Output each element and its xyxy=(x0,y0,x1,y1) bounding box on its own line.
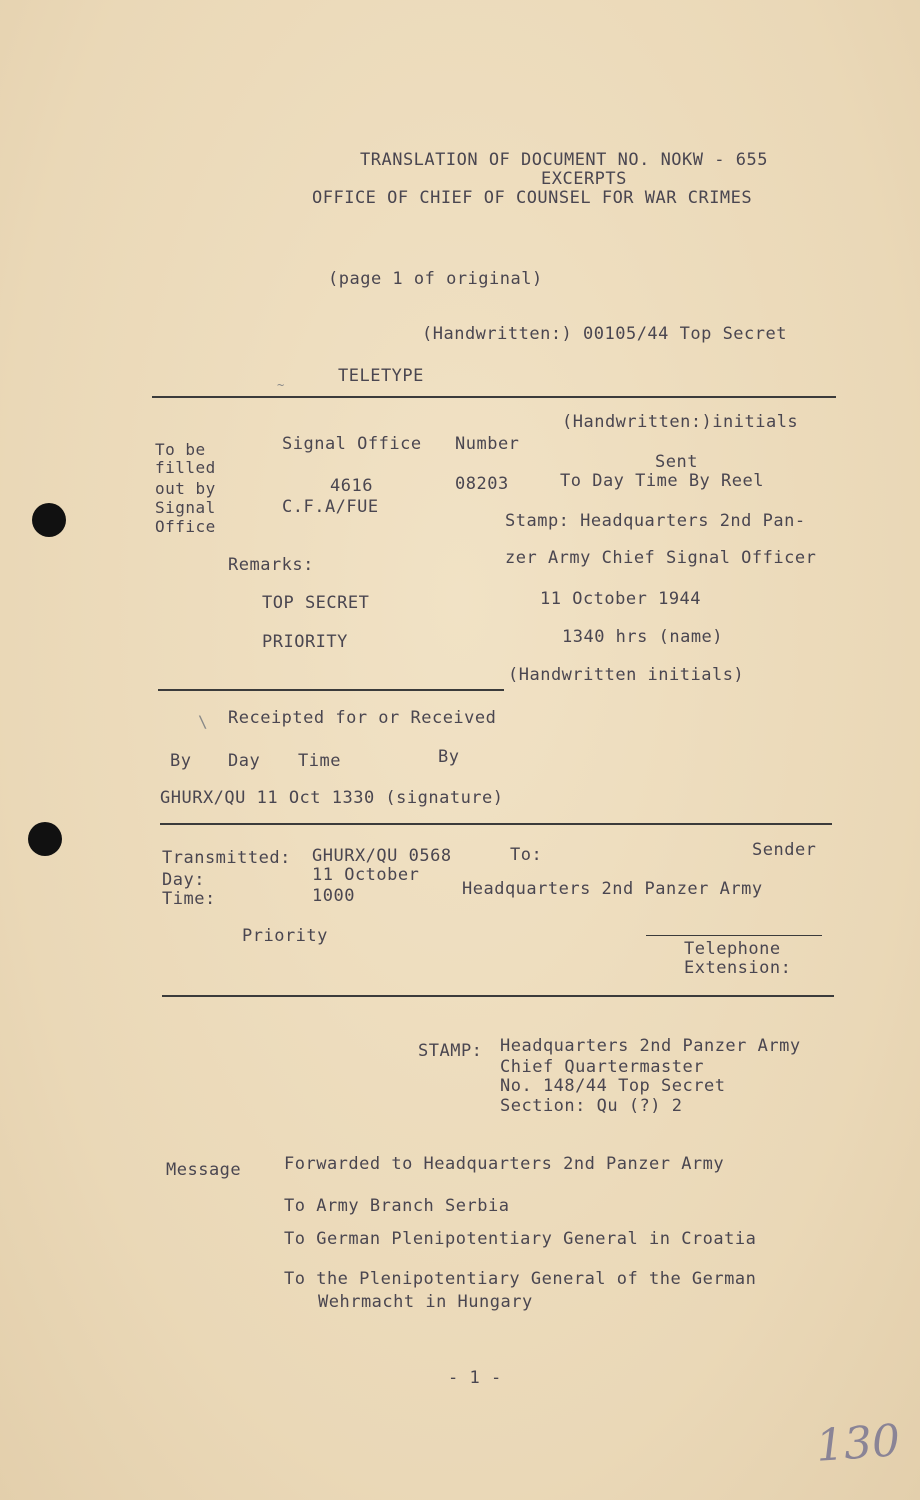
receipt-values: GHURX/QU 11 Oct 1330 (signature) xyxy=(160,788,504,808)
initials-note: (Handwritten:)initials xyxy=(562,412,799,432)
transmitted-value: GHURX/QU 0568 xyxy=(312,846,452,866)
number-value: 08203 xyxy=(455,474,509,494)
day-label: Day: xyxy=(162,870,205,890)
time-label: Time: xyxy=(162,889,216,909)
header-line-3: OFFICE OF CHIEF OF COUNSEL FOR WAR CRIMES xyxy=(312,188,753,208)
to-be-filled-label-4: Signal xyxy=(155,498,216,517)
rule-top xyxy=(152,396,836,398)
to-label: To: xyxy=(510,845,543,865)
punch-hole-bottom xyxy=(28,822,62,856)
to-be-filled-label-2: filled xyxy=(155,458,216,477)
priority-label: Priority xyxy=(242,926,328,946)
receipt-title: Receipted for or Received xyxy=(228,708,497,728)
to-value: Headquarters 2nd Panzer Army xyxy=(462,879,763,899)
to-be-filled-label-3: out by xyxy=(155,479,216,498)
message-line-4a: To the Plenipotentiary General of the German xyxy=(284,1269,757,1289)
telephone-label: Telephone xyxy=(684,939,781,959)
receipt-col-day: Day xyxy=(228,751,261,771)
signal-office-value: 4616 xyxy=(330,476,373,496)
stamp2-line-3: No. 148/44 Top Secret xyxy=(500,1076,726,1096)
message-label: Message xyxy=(166,1160,242,1180)
message-line-3: To German Plenipotentiary General in Croatia xyxy=(284,1229,757,1249)
rule-signal-bottom xyxy=(158,689,504,691)
time-value: 1000 xyxy=(312,886,355,906)
receipt-tick: \ xyxy=(198,712,208,731)
receipt-col-time: Time xyxy=(298,751,341,771)
to-be-filled-label-5: Office xyxy=(155,517,216,536)
stamp-line-2: zer Army Chief Signal Officer xyxy=(505,548,817,568)
stamp-date: 11 October 1944 xyxy=(540,589,702,609)
stamp-initials: (Handwritten initials) xyxy=(508,665,745,685)
stamp-time: 1340 hrs (name) xyxy=(562,627,724,647)
stamp-line-1: Stamp: Headquarters 2nd Pan- xyxy=(505,511,806,531)
page-note: (page 1 of original) xyxy=(328,269,543,289)
handwritten-page-number: 130 xyxy=(814,1415,902,1472)
remarks-label: Remarks: xyxy=(228,555,314,575)
receipt-col-by-2: By xyxy=(438,747,460,767)
extension-label: Extension: xyxy=(684,958,792,978)
signal-office-label: Signal Office xyxy=(282,434,422,454)
sent-columns: To Day Time By Reel xyxy=(560,471,764,491)
receipt-col-by: By xyxy=(170,751,192,771)
message-line-1: Forwarded to Headquarters 2nd Panzer Army xyxy=(284,1154,725,1174)
stamp2-line-2: Chief Quartermaster xyxy=(500,1057,704,1077)
page-number: - 1 - xyxy=(448,1368,502,1388)
message-line-2: To Army Branch Serbia xyxy=(284,1196,510,1216)
punch-hole-top xyxy=(32,503,66,537)
header-line-1: TRANSLATION OF DOCUMENT NO. NOKW - 655 xyxy=(360,150,768,170)
stamp2-line-4: Section: Qu (?) 2 xyxy=(500,1096,683,1116)
day-value: 11 October xyxy=(312,865,420,885)
number-label: Number xyxy=(455,434,520,454)
header-line-2: EXCERPTS xyxy=(541,169,627,189)
sent-label: Sent xyxy=(655,452,698,472)
remark-priority: PRIORITY xyxy=(262,632,348,652)
rule-receipt-bottom xyxy=(160,823,832,825)
sender-label: Sender xyxy=(752,840,817,860)
signal-office-sub: C.F.A/FUE xyxy=(282,497,379,517)
remark-top-secret: TOP SECRET xyxy=(262,593,370,613)
stray-mark: ~ xyxy=(277,378,285,392)
transmitted-label: Transmitted: xyxy=(162,848,291,868)
to-be-filled-label-1: To be xyxy=(155,440,206,459)
rule-telephone xyxy=(646,935,822,936)
stamp2-line-1: Headquarters 2nd Panzer Army xyxy=(500,1036,801,1056)
message-line-4b: Wehrmacht in Hungary xyxy=(318,1292,533,1312)
form-title: TELETYPE xyxy=(338,366,424,386)
stamp2-label: STAMP: xyxy=(418,1041,483,1061)
handwritten-reference: (Handwritten:) 00105/44 Top Secret xyxy=(422,324,787,344)
rule-transmit-bottom xyxy=(162,995,834,997)
